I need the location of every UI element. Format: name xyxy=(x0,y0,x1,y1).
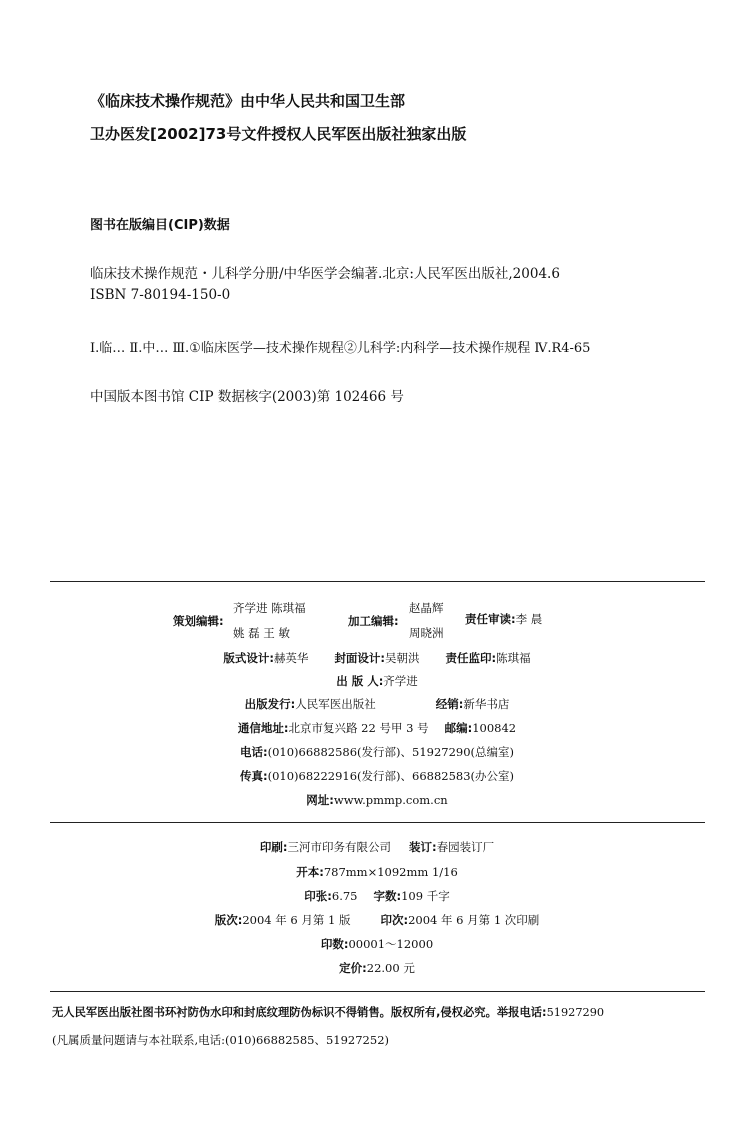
words-label: 字数: xyxy=(373,889,402,903)
distributor-label: 出版发行: xyxy=(244,697,296,711)
reviewer-label: 责任审读: xyxy=(465,612,516,626)
cip-title-line: 临床技术操作规范・儿科学分册/中华医学会编著.北京:人民军医出版社,2004.6 xyxy=(90,266,560,282)
publisher-person: 齐学进 xyxy=(383,674,418,688)
divider-bottom xyxy=(50,991,705,992)
divider-middle xyxy=(50,822,705,823)
report-phone: 51927290 xyxy=(546,1006,605,1019)
planning-editors-1: 齐学进 陈琪福 xyxy=(233,601,306,615)
processing-editor-label: 加工编辑: xyxy=(348,614,399,628)
price: 22.00 元 xyxy=(366,961,415,975)
anti-piracy-notice xyxy=(52,1004,604,1020)
phone-label: 电话: xyxy=(239,745,268,759)
price-label: 定价: xyxy=(339,961,367,975)
supervisor-label: 责任监印: xyxy=(445,651,497,665)
words: 109 千字 xyxy=(401,889,450,903)
cover-label: 封面设计: xyxy=(334,651,386,665)
copies-line xyxy=(0,936,754,952)
printer-label: 印刷: xyxy=(259,840,288,854)
website: www.pmmp.com.cn xyxy=(333,793,448,807)
design-line xyxy=(0,650,754,666)
cip-number: 中国版本图书馆 CIP 数据核字(2003)第 102466 号 xyxy=(90,389,404,405)
address: 北京市复兴路 22 号甲 3 号 xyxy=(288,721,429,735)
reviewer: 李 晨 xyxy=(515,612,543,626)
binder-label: 装订: xyxy=(409,840,437,854)
address-line xyxy=(0,720,754,736)
cover-designer: 吴朝洪 xyxy=(385,651,420,665)
postcode: 100842 xyxy=(472,721,517,735)
copies: 00001～12000 xyxy=(348,937,434,951)
sheets-label: 印张: xyxy=(304,889,332,903)
website-line xyxy=(0,792,754,808)
seller-label: 经销: xyxy=(435,697,464,711)
printer-line xyxy=(0,839,754,855)
fax: (010)68222916(发行部)、66882583(办公室) xyxy=(267,769,515,783)
planning-editors-2: 姚 磊 王 敏 xyxy=(233,626,290,640)
seller: 新华书店 xyxy=(463,697,510,711)
layout-designer: 赫英华 xyxy=(273,651,309,665)
phone-line xyxy=(0,744,754,760)
impression: 2004 年 6 月第 1 次印刷 xyxy=(408,913,540,927)
publisher-person-line xyxy=(0,673,754,689)
processing-editor-1: 赵晶辉 xyxy=(409,601,444,615)
publisher-person-label: 出 版 人: xyxy=(336,674,384,688)
layout-label: 版式设计: xyxy=(223,651,274,665)
format-label: 开本: xyxy=(296,865,324,879)
binder: 春园装订厂 xyxy=(436,840,495,854)
distributor: 人民军医出版社 xyxy=(295,697,376,711)
divider-top xyxy=(50,581,705,582)
processing-editor-2: 周晓洲 xyxy=(409,626,444,640)
fax-line xyxy=(0,768,754,784)
sheets: 6.75 xyxy=(331,889,358,903)
cip-isbn: ISBN 7-80194-150-0 xyxy=(90,287,231,303)
impression-label: 印次: xyxy=(380,913,409,927)
edition-label: 版次: xyxy=(214,913,243,927)
supervisor: 陈琪福 xyxy=(496,651,531,665)
edition-line xyxy=(0,912,754,928)
format: 787mm×1092mm 1/16 xyxy=(323,865,458,879)
price-line xyxy=(0,960,754,976)
anti-piracy-text: 无人民军医出版社图书环衬防伪水印和封底纹理防伪标识不得销售。版权所有,侵权必究。举报电话: xyxy=(52,1006,547,1019)
address-label: 通信地址: xyxy=(237,721,289,735)
distribution-line xyxy=(0,696,754,712)
printer: 三河市印务有限公司 xyxy=(287,840,391,854)
phone: (010)66882586(发行部)、51927290(总编室) xyxy=(267,745,515,759)
sheets-line xyxy=(0,888,754,904)
fax-label: 传真: xyxy=(239,769,268,783)
authorization-line-2: 卫办医发[2002]73号文件授权人民军医出版社独家出版 xyxy=(90,125,467,143)
copies-label: 印数: xyxy=(320,937,349,951)
planning-editor-label: 策划编辑: xyxy=(173,614,224,628)
cip-classification: Ⅰ.临… Ⅱ.中… Ⅲ.①临床医学—技术操作规程②儿科学:内科学—技术操作规程 Ⅳ.R4-65 xyxy=(90,341,591,356)
edition: 2004 年 6 月第 1 版 xyxy=(242,913,351,927)
quality-notice: (凡属质量问题请与本社联系,电话:(010)66882585、51927252) xyxy=(52,1033,389,1047)
cip-heading: 图书在版编目(CIP)数据 xyxy=(90,218,230,233)
editors-block xyxy=(0,598,754,648)
authorization-line-1: 《临床技术操作规范》由中华人民共和国卫生部 xyxy=(90,92,406,110)
format-line xyxy=(0,864,754,880)
website-label: 网址: xyxy=(306,793,334,807)
postcode-label: 邮编: xyxy=(444,721,473,735)
